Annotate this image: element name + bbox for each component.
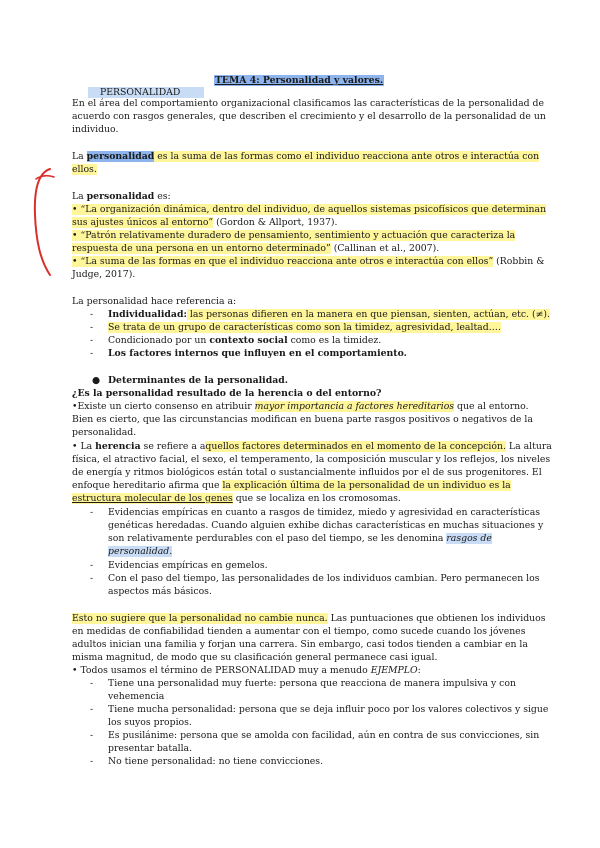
change-line-4: misma magnitud, de modo que su clasificación general permanece casi igual. — [72, 652, 438, 663]
handwritten-bracket-annotation — [28, 165, 58, 280]
refers-lead: La personalidad hace referencia a: — [72, 296, 237, 307]
quote-1-line-2: sus ajustes únicos al entorno” (Gordon & Allport, 1937). — [72, 217, 338, 228]
example-3-line-1: Es pusilánime: persona que se amolda con facilidad, aún en contra de sus convicciones, sin — [108, 730, 540, 741]
dash-bullet: - — [90, 322, 94, 333]
evidence-line-2: genéticas heredadas. Cuando alguien exhibe dichas características en muchas situaciones y — [108, 520, 544, 531]
heredity-line-2: Bien es cierto, que las circunstancias modifican en buena parte rasgos positivos o negativos de la — [72, 414, 533, 425]
dash-bullet: - — [90, 309, 94, 320]
dash-bullet: - — [90, 348, 94, 359]
definition-line-2: ellos. — [72, 164, 97, 175]
evidence-change-line-1: Con el paso del tiempo, las personalidades de los individuos cambian. Pero permanecen los — [108, 573, 540, 584]
definition-line-1: La personalidad es la suma de las formas como el individuo reacciona ante otros e interactúa con — [72, 151, 540, 162]
dash-bullet: - — [90, 730, 94, 741]
quote-1-line-1: • “La organización dinámica, dentro del individuo, de aquellos sistemas psicofísicos que determinan — [72, 204, 547, 215]
dash-bullet: - — [90, 756, 94, 767]
document-title: TEMA 4: Personalidad y valores. — [215, 75, 384, 86]
definition2-lead: La personalidad es: — [72, 191, 171, 202]
example-2-line-1: Tiene mucha personalidad: persona que se deja influir poco por los valores colectivos y sigue — [108, 704, 549, 715]
heredity-line-3: personalidad. — [72, 427, 137, 438]
dash-bullet: - — [90, 573, 94, 584]
dash-bullet: - — [90, 335, 94, 346]
refers-item-internal-factors: Los factores internos que influyen en el comportamiento. — [108, 348, 407, 359]
intro-line-2: acuerdo con rasgos generales, que describen el crecimiento y el desarrollo de la personalidad de un — [72, 111, 546, 122]
evidence-line-4: personalidad. — [108, 546, 173, 557]
change-line-2: en medidas de confiabilidad tienden a aumentar con el tiempo, como sucede cuando los jóvenes — [72, 626, 526, 637]
example-1-line-1: Tiene una personalidad muy fuerte: persona que reacciona de manera impulsiva y con — [108, 678, 516, 689]
bullet-dot: ● — [92, 375, 101, 386]
refers-item-traits: Se trata de un grupo de características como son la timidez, agresividad, lealtad…. — [108, 322, 501, 333]
inheritance-line-5: estructura molecular de los genes que se localiza en los cromosomas. — [72, 493, 401, 504]
intro-line-1: En el área del comportamiento organizacional clasificamos las características de la personalidad de — [72, 98, 544, 109]
refers-item-context: Condicionado por un contexto social como es la timidez. — [108, 335, 382, 346]
inheritance-line-4: enfoque hereditario afirma que la explicación última de la personalidad de un individuo es la — [72, 480, 511, 491]
quote-3-line-1: • “La suma de las formas en que el individuo reacciona ante otros e interactúa con ellos” (Robbin & — [72, 256, 545, 267]
term-personalidad: personalidad — [86, 151, 155, 162]
change-line-1: Esto no sugiere que la personalidad no cambie nunca. Las puntuaciones que obtienen los individuos — [72, 613, 546, 624]
refers-item-individuality: Individualidad: las personas difieren en la manera en que piensan, sienten, actúan, etc. (≠). — [108, 309, 550, 320]
example-3-line-2: presentar batalla. — [108, 743, 193, 754]
dash-bullet: - — [90, 507, 94, 518]
change-line-5: • Todos usamos el término de PERSONALIDAD muy a menudo EJEMPLO: — [72, 665, 421, 676]
evidence-line-3: son relativamente perdurables con el paso del tiempo, se les denomina rasgos de — [108, 533, 492, 544]
determinants-heading: Determinantes de la personalidad. — [108, 375, 288, 386]
evidence-change-line-2: aspectos más básicos. — [108, 586, 212, 597]
example-2-line-2: los suyos propios. — [108, 717, 192, 728]
inheritance-line-3: de energía y ritmos biológicos están total o sustancialmente influidos por el de sus progenitores. El — [72, 467, 542, 478]
determinants-question: ¿Es la personalidad resultado de la herencia o del entorno? — [72, 388, 382, 399]
inheritance-line-2: física, el atractivo facial, el sexo, el temperamento, la composición muscular y los reflejos, los niveles — [72, 454, 551, 465]
inheritance-line-1: • La herencia se refiere a aquellos factores determinados en el momento de la concepción. La altura — [72, 441, 552, 452]
section-subtitle: PERSONALIDAD — [88, 87, 204, 98]
dash-bullet: - — [90, 704, 94, 715]
example-1-line-2: vehemencia — [108, 691, 165, 702]
dash-bullet: - — [90, 560, 94, 571]
intro-line-3: individuo. — [72, 124, 119, 135]
example-4: No tiene personalidad: no tiene convicciones. — [108, 756, 324, 767]
quote-3-line-2: Judge, 2017). — [72, 269, 136, 280]
dash-bullet: - — [90, 678, 94, 689]
evidence-twins: Evidencias empíricas en gemelos. — [108, 560, 268, 571]
heredity-line-1: •Existe un cierto consenso en atribuir mayor importancia a factores hereditarios que al entorno. — [72, 401, 529, 412]
quote-2-line-1: • “Patrón relativamente duradero de pensamiento, sentimiento y actuación que caracteriza la — [72, 230, 516, 241]
quote-2-line-2: respuesta de una persona en un entorno determinado” (Callinan et al., 2007). — [72, 243, 440, 254]
change-line-3: adultos inician una familia y forjan una carrera. Sin embargo, casi todos tienden a cambiar en la — [72, 639, 528, 650]
evidence-line-1: Evidencias empíricas en cuanto a rasgos de timidez, miedo y agresividad en características — [108, 507, 541, 518]
